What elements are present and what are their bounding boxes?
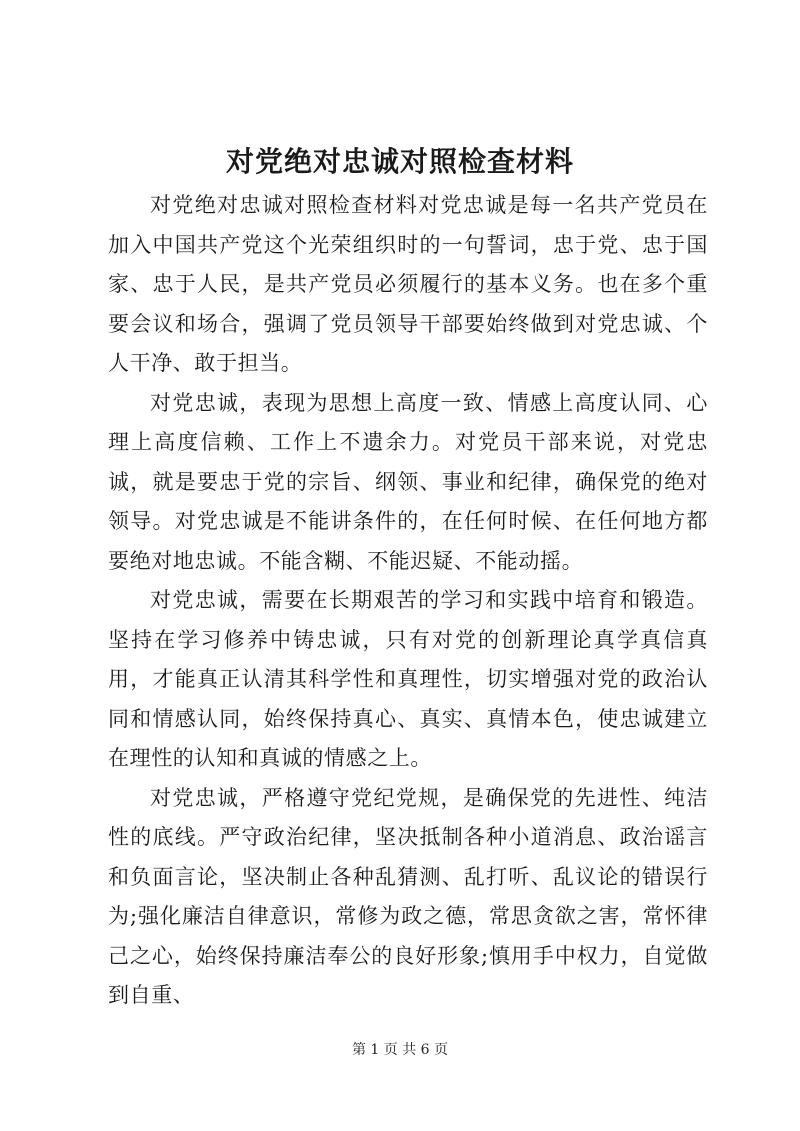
paragraph-3: 对党忠诚，需要在长期艰苦的学习和实践中培育和锻造。坚持在学习修养中铸忠诚，只有对党的创新理论真学真信真用，才能真正认清其科学性和真理性，切实增强对党的政治认同和情感认同，始终保持真心、真实、真情本色，使忠诚建立在理性的认知和真诚的情感之上。 (108, 588, 708, 770)
page-title: 对党绝对忠诚对照检查材料 (225, 145, 574, 178)
paragraph-4: 对党忠诚，严格遵守党纪党规，是确保党的先进性、纯洁性的底线。严守政治纪律，坚决抵制各种小道消息、政治谣言和负面言论，坚决制止各种乱猜测、乱打听、乱议论的错误行为;强化廉洁自律意识，常修为政之德，常思贪欲之害，常怀律己之心，始终保持廉洁奉公的良好形象;慎用手中权力，自觉做到自重、 (108, 785, 708, 1007)
paragraph-2: 对党忠诚，表现为思想上高度一致、情感上高度认同、心理上高度信赖、工作上不遗余力。对党员干部来说，对党忠诚，就是要忠于党的宗旨、纲领、事业和纪律，确保党的绝对领导。对党忠诚是不能讲条件的，在任何时候、在任何地方都要绝对地忠诚。不能含糊、不能迟疑、不能动摇。 (108, 390, 708, 573)
page-number-footer: 第 1 页 共 6 页 (351, 1042, 449, 1058)
paragraph-1: 对党绝对忠诚对照检查材料对党忠诚是每一名共产党员在加入中国共产党这个光荣组织时的一句誓词，忠于党、忠于国家、忠于人民，是共产党员必须履行的基本义务。也在多个重要会议和场合，强调了党员领导干部要始终做到对党忠诚、个人干净、敢于担当。 (108, 193, 708, 375)
document-body (108, 186, 708, 1016)
